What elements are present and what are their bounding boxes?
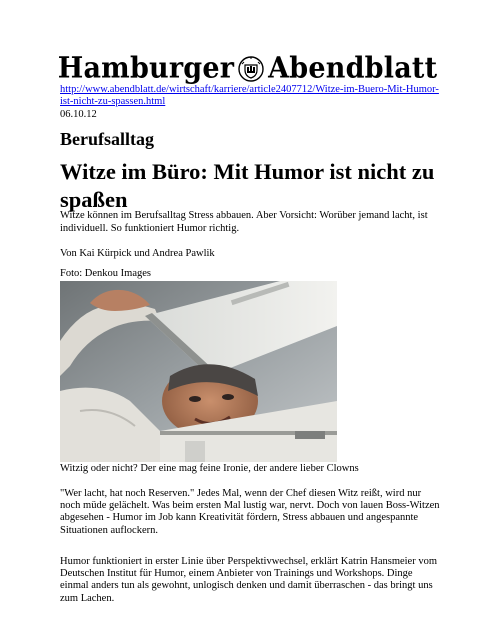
- article-paragraph: Humor funktioniert in erster Linie über Perspektivwechsel, erklärt Katrin Hansmeier vom Deutschen Institut für Humor, einem Anbieter von Trainings und Workshops. Dinge einmal anders tun als gewohnt, unlogisch denken und damit überraschen - das bringt uns zum Lachen.: [60, 556, 438, 604]
- masthead-logo: [57, 51, 438, 86]
- photo-credit: Foto: Denkou Images: [60, 268, 151, 279]
- masthead-word-left: Hamburger: [57, 51, 235, 86]
- masthead-word-right: Abendblatt: [268, 51, 438, 86]
- article-headline: Witze im Büro: Mit Humor ist nicht zu spaßen: [60, 159, 435, 212]
- article-lead: Witze können im Berufsalltag Stress abbauen. Aber Vorsicht: Worüber jemand lacht, ist individuell. So funktioniert Humor richtig.: [60, 210, 428, 234]
- article-category: Berufsalltag: [60, 129, 154, 149]
- article-author: Von Kai Kürpick und Andrea Pawlik: [60, 248, 215, 259]
- article-url-link[interactable]: http://www.abendblatt.de/wirtschaft/karriere/article2407712/Witze-im-Buero-Mit-Humor-ist-nicht-zu-spassen.html: [60, 84, 439, 107]
- photocopier-man-image: [60, 281, 337, 462]
- article-paragraph: "Wer lacht, hat noch Reserven." Jedes Mal, wenn der Chef diesen Witz reißt, wird nur noch müde gelächelt. Was beim ersten Mal lustig war, nervt. Doch von lauen Boss-Witzen abgesehen - Humor im Job kann Kreativität fördern, Stress abbauen und angespannte Situationen auflockern.: [60, 488, 440, 536]
- coat-of-arms-icon: [238, 56, 264, 82]
- article-date: 06.10.12: [60, 109, 97, 120]
- photo-caption: Witzig oder nicht? Der eine mag feine Ironie, der andere lieber Clowns: [60, 463, 359, 474]
- article-photo: [60, 281, 337, 462]
